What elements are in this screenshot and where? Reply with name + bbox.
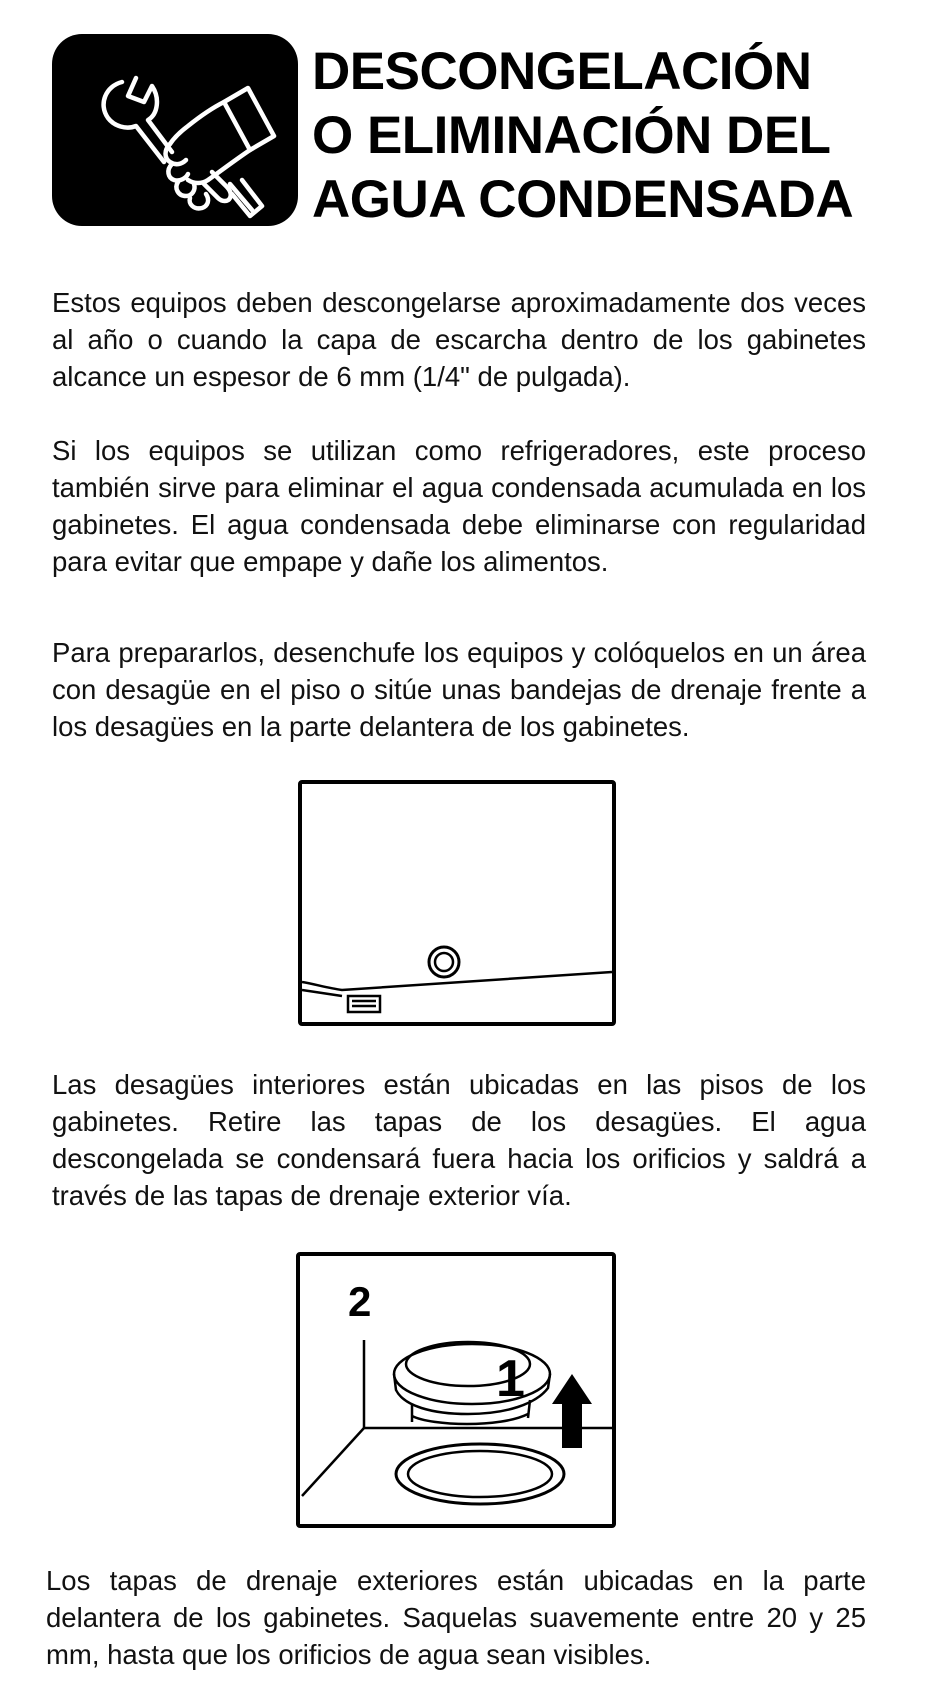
paragraph-condensed-water: Si los equipos se utilizan como refrigeradores, este proceso también sirve para eliminar el agua condensada acumulada en los gabinetes. El agua condensada debe eliminarse con regularidad para evitar que empape y dañe los alimentos. — [52, 435, 866, 577]
title-line-1: DESCONGELACIÓN — [312, 42, 812, 101]
drain-cap-removal-drawing — [300, 1256, 612, 1524]
wrench-in-hand-icon — [52, 34, 298, 226]
paragraph-interior-drains: Las desagües interiores están ubicadas en las pisos de los gabinetes. Retire las tapas de los desagües. El agua descongelada se condensará fuera hacia los orificios y saldrá a través de las tapas de drenaje exterior vía. — [52, 1069, 866, 1211]
maintenance-icon-box — [52, 34, 298, 226]
paragraph-preparation: Para prepararlos, desenchufe los equipos y colóquelos en un área con desagüe en el piso o sitúe unas bandejas de drenaje frente a los desagües en la parte delantera de los gabinetes. — [52, 637, 866, 742]
paragraph-exterior-drains: Los tapas de drenaje exteriores están ubicadas en la parte delantera de los gabinetes. Saquelas suavemente entre 20 y 25 mm, hasta que los orificios de agua sean visibles. — [46, 1565, 866, 1670]
interior-drain-hole — [429, 947, 459, 977]
page-title — [312, 40, 912, 232]
exterior-drain-figure — [296, 1252, 616, 1528]
title-line-2: O ELIMINACIÓN DEL — [312, 106, 831, 165]
step-number-label: 2 — [348, 1278, 372, 1325]
interior-drain-figure — [298, 780, 616, 1026]
title-line-3: AGUA CONDENSADA — [312, 170, 854, 229]
up-arrow-icon — [552, 1374, 592, 1448]
arrow-number-label: 1 — [496, 1350, 525, 1408]
cabinet-interior-drawing — [302, 784, 612, 1022]
paragraph-defrost-frequency: Estos equipos deben descongelarse aproximadamente dos veces al año o cuando la capa de escarcha dentro de los gabinetes alcance un espesor de 6 mm (1/4" de pulgada). — [52, 287, 866, 392]
